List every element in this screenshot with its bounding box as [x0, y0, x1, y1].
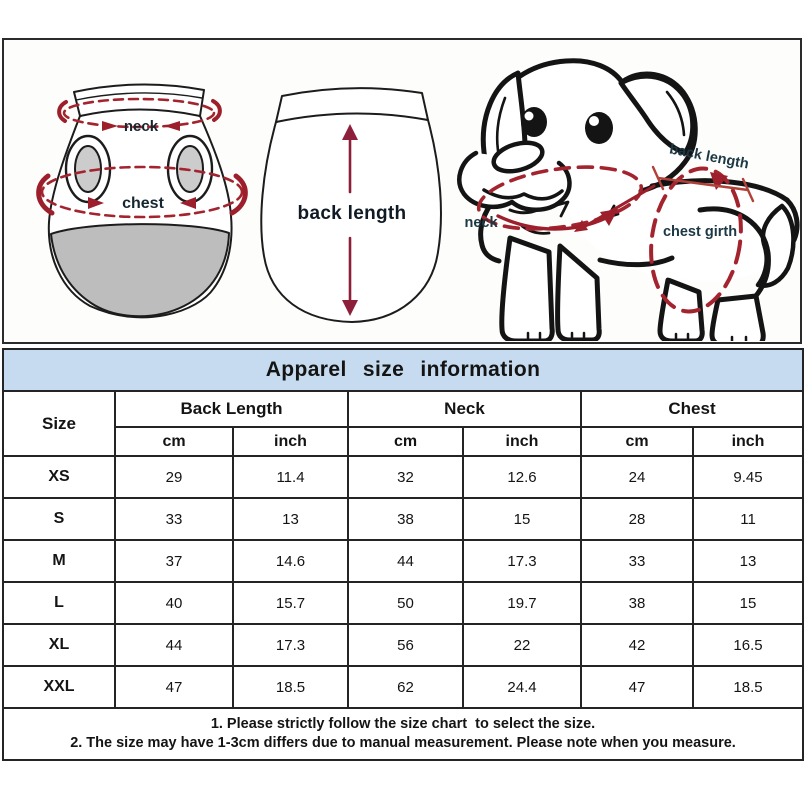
cell-value: 44	[348, 540, 463, 582]
cell-value: 15	[463, 498, 581, 540]
cell-value: 14.6	[233, 540, 348, 582]
notes-row	[3, 708, 803, 760]
unit-header: cm	[348, 427, 463, 456]
table-title: Apparel size information	[3, 349, 803, 391]
cell-value: 50	[348, 582, 463, 624]
cell-value: 19.7	[463, 582, 581, 624]
vest-back-length-label: back length	[297, 203, 407, 224]
cell-value: 47	[115, 666, 233, 708]
cell-value: 18.5	[693, 666, 803, 708]
size-label: S	[3, 498, 115, 540]
dog-neck-label: neck	[464, 215, 498, 231]
table-row	[3, 456, 803, 498]
cell-value: 28	[581, 498, 693, 540]
table-row	[3, 498, 803, 540]
group-header-row	[3, 391, 803, 427]
table-row	[3, 582, 803, 624]
table-row	[3, 666, 803, 708]
cell-value: 13	[693, 540, 803, 582]
apparel-size-table	[2, 348, 804, 761]
column-header-size: Size	[3, 391, 115, 456]
cell-value: 15.7	[233, 582, 348, 624]
measurement-diagrams	[4, 40, 800, 341]
column-group-back-length: Back Length	[115, 391, 348, 427]
cell-value: 44	[115, 624, 233, 666]
vest-chest-label: chest	[122, 195, 164, 212]
cell-value: 42	[581, 624, 693, 666]
cell-value: 15	[693, 582, 803, 624]
cell-value: 33	[115, 498, 233, 540]
cell-value: 16.5	[693, 624, 803, 666]
column-group-chest: Chest	[581, 391, 803, 427]
cell-value: 32	[348, 456, 463, 498]
vest-belly	[51, 224, 229, 316]
size-label: XS	[3, 456, 115, 498]
cell-value: 62	[348, 666, 463, 708]
unit-header: inch	[233, 427, 348, 456]
cell-value: 18.5	[233, 666, 348, 708]
dog-illustration	[459, 60, 797, 341]
unit-header: inch	[693, 427, 803, 456]
cell-value: 38	[348, 498, 463, 540]
note-1: 1. Please strictly follow the size chart to select the size.	[210, 715, 596, 732]
size-label: L	[3, 582, 115, 624]
cell-value: 29	[115, 456, 233, 498]
unit-header-row	[3, 427, 803, 456]
cell-value: 11.4	[233, 456, 348, 498]
notes-area	[3, 708, 803, 760]
dog-back-length-label: back length	[667, 141, 751, 173]
size-label: M	[3, 540, 115, 582]
column-group-neck: Neck	[348, 391, 581, 427]
cell-value: 22	[463, 624, 581, 666]
table-row	[3, 624, 803, 666]
cell-value: 40	[115, 582, 233, 624]
unit-header: inch	[463, 427, 581, 456]
cell-value: 38	[581, 582, 693, 624]
table-title-row	[3, 349, 803, 391]
unit-header: cm	[581, 427, 693, 456]
cell-value: 13	[233, 498, 348, 540]
dog-chest-girth-label: chest girth	[662, 224, 738, 240]
cell-value: 24.4	[463, 666, 581, 708]
cell-value: 37	[115, 540, 233, 582]
vest-neck-label: neck	[123, 118, 159, 135]
cell-value: 11	[693, 498, 803, 540]
note-2: 2. The size may have 1-3cm differs due to manual measurement. Please note when you measure.	[70, 735, 736, 751]
size-label: XL	[3, 624, 115, 666]
illustration-panel	[2, 38, 802, 344]
cell-value: 47	[581, 666, 693, 708]
cell-value: 17.3	[463, 540, 581, 582]
cell-value: 33	[581, 540, 693, 582]
size-label: XXL	[3, 666, 115, 708]
table-row	[3, 540, 803, 582]
cell-value: 12.6	[463, 456, 581, 498]
cell-value: 56	[348, 624, 463, 666]
unit-header: cm	[115, 427, 233, 456]
cell-value: 9.45	[693, 456, 803, 498]
cell-value: 17.3	[233, 624, 348, 666]
cell-value: 24	[581, 456, 693, 498]
